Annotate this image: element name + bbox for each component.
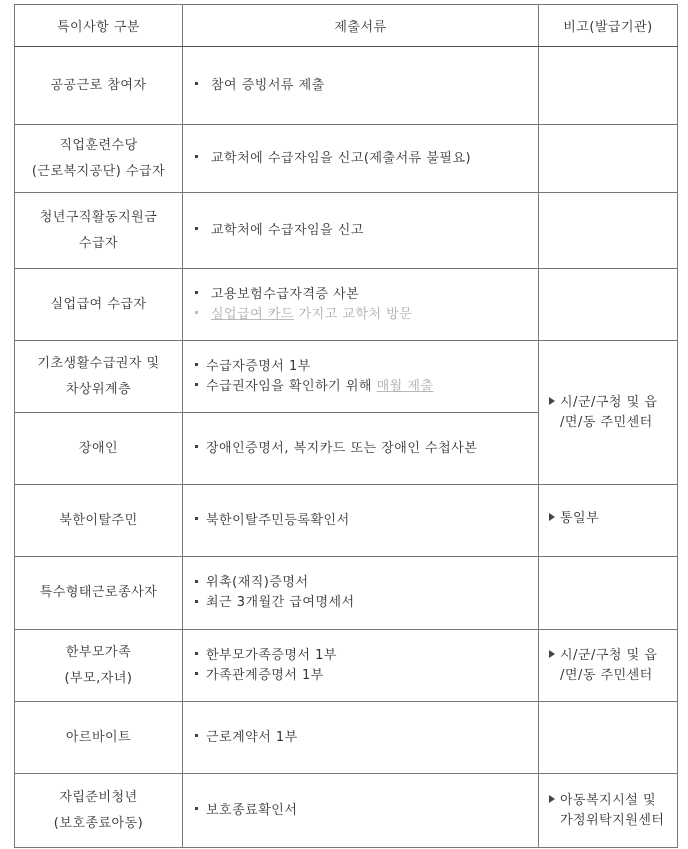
issuer-cell	[539, 193, 678, 269]
bullet-icon	[195, 517, 198, 520]
table-row	[15, 269, 678, 341]
table-row	[15, 774, 678, 848]
bullet-icon	[195, 363, 198, 366]
issuer-cell	[539, 47, 678, 125]
category-cell: 실업급여 수급자	[15, 269, 183, 341]
category-cell: 특수형태근로종사자	[15, 557, 183, 630]
requirements-table	[14, 4, 678, 848]
documents-cell: 참여 증빙서류 제출	[183, 47, 539, 125]
documents-cell: 북한이탈주민등록확인서	[183, 485, 539, 557]
documents-cell: 장애인증명서, 복지카드 또는 장애인 수첩사본	[183, 413, 539, 485]
category-cell: 직업훈련수당 (근로복지공단) 수급자	[15, 125, 183, 193]
bullet-icon	[195, 734, 198, 737]
bullet-icon	[195, 227, 198, 230]
issuer-cell: 통일부	[539, 485, 678, 557]
bullet-icon	[195, 311, 198, 314]
bullet-icon	[195, 383, 198, 386]
category-cell: 아르바이트	[15, 702, 183, 774]
table-row	[15, 702, 678, 774]
table-row	[15, 125, 678, 193]
issuer-cell	[539, 269, 678, 341]
category-cell: 한부모가족 (부모,자녀)	[15, 630, 183, 702]
faded-note: 매월 제출	[376, 378, 434, 394]
table-row	[15, 630, 678, 702]
header-category: 특이사항 구분	[15, 5, 183, 47]
bullet-icon	[195, 600, 198, 603]
bullet-icon	[195, 155, 198, 158]
table-row	[15, 193, 678, 269]
issuer-cell: 시/군/구청 및 읍 /면/동 주민센터	[539, 630, 678, 702]
category-cell: 기초생활수급권자 및 차상위계층	[15, 341, 183, 413]
header-row	[15, 5, 678, 47]
category-cell: 북한이탈주민	[15, 485, 183, 557]
faded-note: 실업급여 카드	[211, 306, 294, 322]
documents-cell: 위촉(재직)증명서 최근 3개월간 급여명세서	[183, 557, 539, 630]
documents-cell: 수급자증명서 1부 수급권자임을 확인하기 위해 매월 제출	[183, 341, 539, 413]
bullet-icon	[195, 672, 198, 675]
arrow-icon	[549, 397, 555, 405]
table-row	[15, 485, 678, 557]
category-cell: 공공근로 참여자	[15, 47, 183, 125]
category-cell: 자립준비청년 (보호종료아동)	[15, 774, 183, 848]
issuer-cell: 아동복지시설 및 가정위탁지원센터	[539, 774, 678, 848]
documents-cell: 교학처에 수급자임을 신고(제출서류 불필요)	[183, 125, 539, 193]
header-documents: 제출서류	[183, 5, 539, 47]
bullet-icon	[195, 652, 198, 655]
table-row	[15, 47, 678, 125]
header-issuer: 비고(발급기관)	[539, 5, 678, 47]
bullet-icon	[195, 580, 198, 583]
issuer-cell	[539, 125, 678, 193]
issuer-cell	[539, 702, 678, 774]
documents-cell: 보호종료확인서	[183, 774, 539, 848]
issuer-cell: 시/군/구청 및 읍 /면/동 주민센터	[539, 341, 678, 485]
documents-cell: 교학처에 수급자임을 신고	[183, 193, 539, 269]
documents-cell: 한부모가족증명서 1부 가족관계증명서 1부	[183, 630, 539, 702]
category-cell: 장애인	[15, 413, 183, 485]
table-row	[15, 341, 678, 413]
issuer-cell	[539, 557, 678, 630]
table-row	[15, 557, 678, 630]
arrow-icon	[549, 513, 555, 521]
bullet-icon	[195, 82, 198, 85]
documents-cell: 근로계약서 1부	[183, 702, 539, 774]
arrow-icon	[549, 650, 555, 658]
documents-cell: 고용보험수급자격증 사본 실업급여 카드 가지고 교학처 방문	[183, 269, 539, 341]
bullet-icon	[195, 807, 198, 810]
arrow-icon	[549, 795, 555, 803]
bullet-icon	[195, 445, 198, 448]
bullet-icon	[195, 291, 198, 294]
category-cell: 청년구직활동지원금 수급자	[15, 193, 183, 269]
